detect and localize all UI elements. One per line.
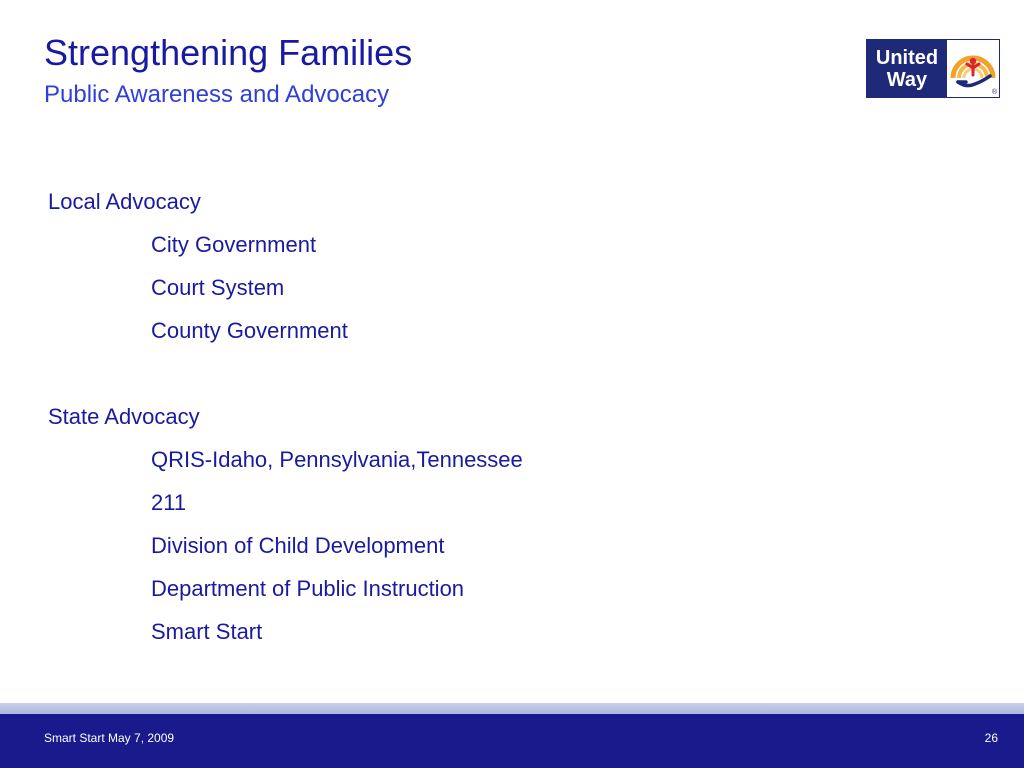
slide-body xyxy=(48,180,523,653)
local-item: City Government xyxy=(151,232,317,257)
local-item: Court System xyxy=(151,275,285,300)
footer-divider-band xyxy=(0,703,1024,714)
state-item: Smart Start xyxy=(151,619,263,644)
logo-symbol-icon xyxy=(948,44,998,94)
state-item: 211 xyxy=(151,490,187,515)
slide-subtitle: Public Awareness and Advocacy xyxy=(44,81,390,108)
united-way-logo xyxy=(866,39,1000,98)
state-item: Division of Child Development xyxy=(151,533,445,558)
state-item: QRIS-Idaho, Pennsylvania,Tennessee xyxy=(151,447,523,472)
state-item: Department of Public Instruction xyxy=(151,576,465,601)
logo-wordmark xyxy=(867,40,947,97)
section-spacer xyxy=(48,352,523,395)
local-advocacy-heading: Local Advocacy xyxy=(48,189,201,214)
slide-footer xyxy=(0,714,1024,768)
local-item: County Government xyxy=(151,318,348,343)
registered-mark: ® xyxy=(991,89,997,96)
slide-title: Strengthening Families xyxy=(44,32,413,73)
page-number: 26 xyxy=(984,731,998,745)
logo-line-2: Way xyxy=(886,68,928,91)
logo-hand-rainbow-icon xyxy=(947,40,999,97)
state-advocacy-heading: State Advocacy xyxy=(48,404,200,429)
logo-line-1: United xyxy=(875,46,939,69)
footer-caption: Smart Start May 7, 2009 xyxy=(44,731,175,745)
